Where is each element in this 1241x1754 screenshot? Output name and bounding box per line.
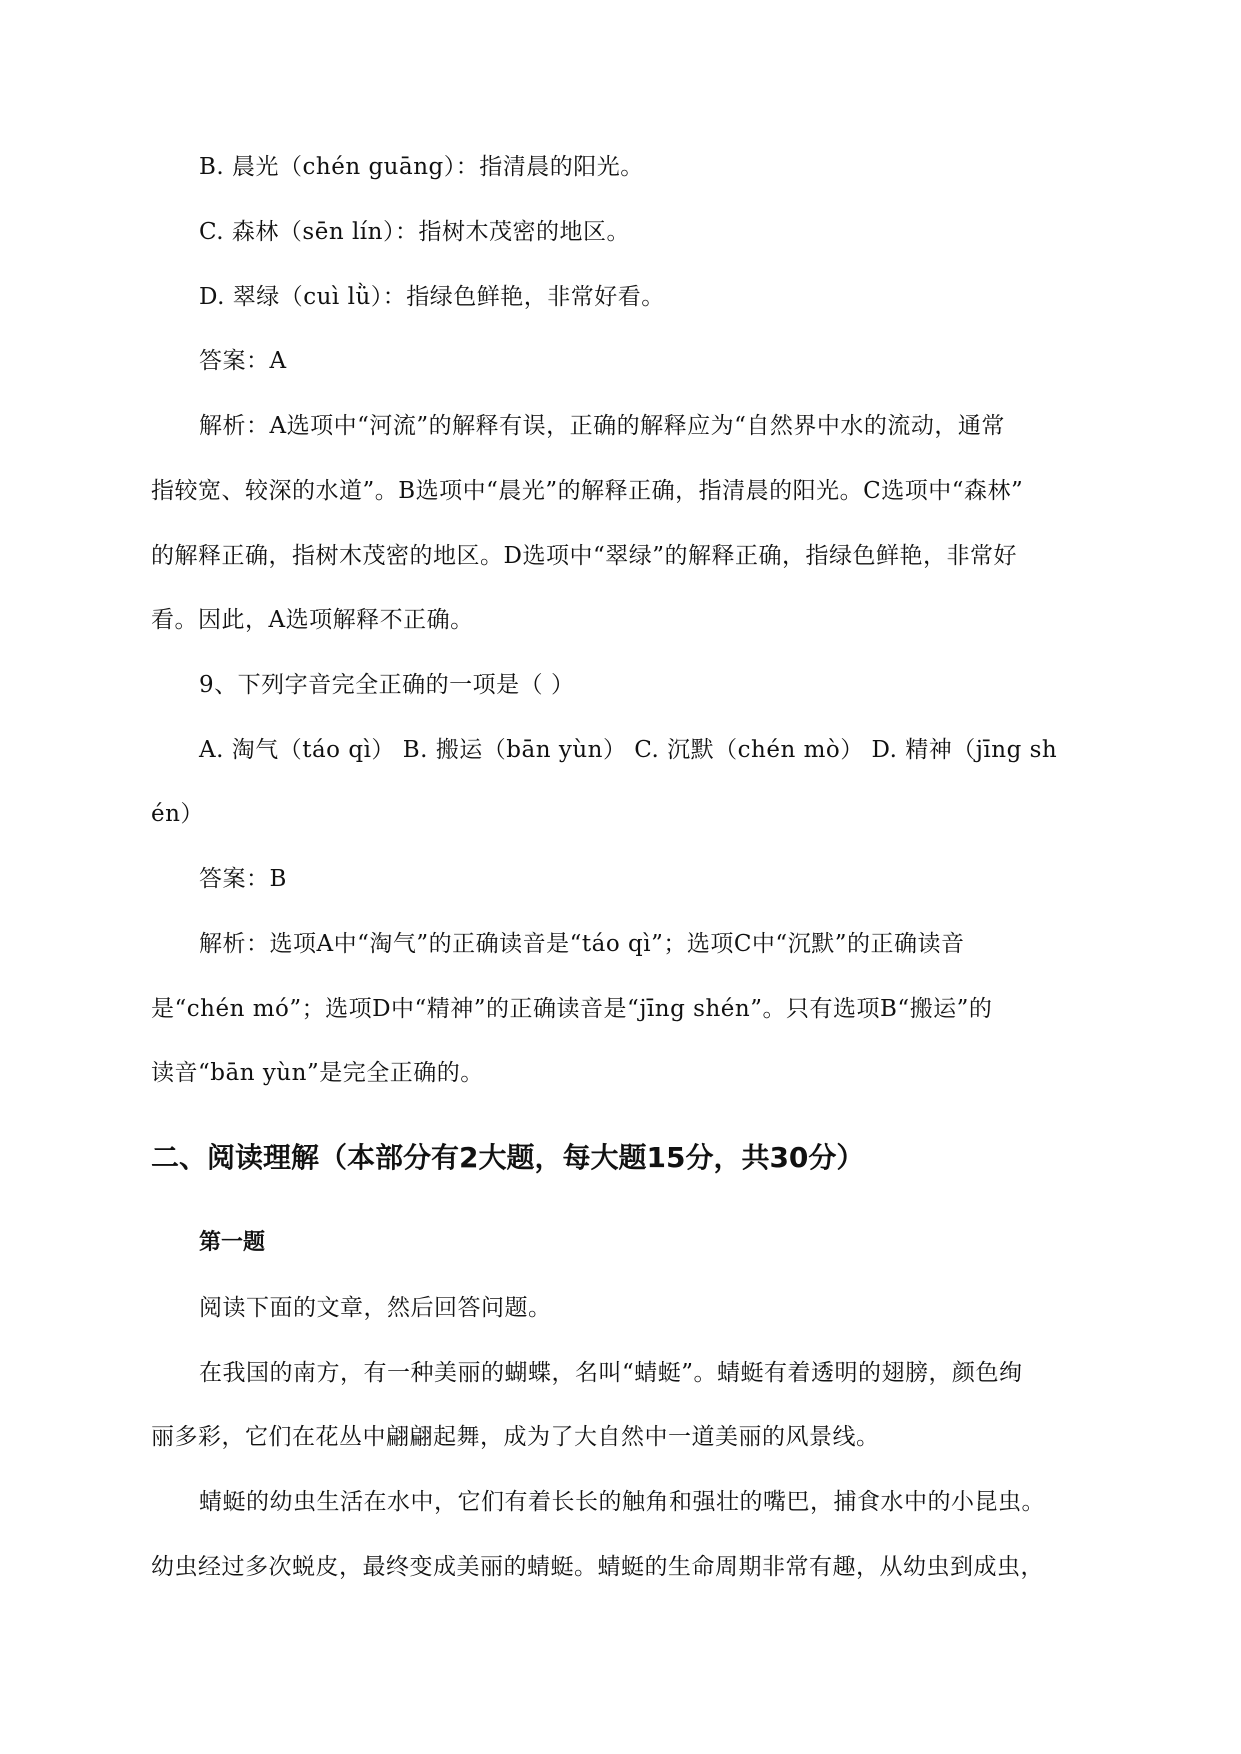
passage-line: 蜻蜓的幼虫生活在水中，它们有着长长的触角和强壮的嘴巴，捕食水中的小昆虫。 xyxy=(199,1489,1045,1515)
q9-analysis-line: 是“chén mó”；选项D中“精神”的正确读音是“jīng shén”。只有选项B“搬运”的 xyxy=(151,996,993,1022)
section-heading: 二、阅读理解（本部分有2大题，每大题15分，共30分） xyxy=(151,1141,865,1174)
q9-options-line: A. 淘气（táo qì） B. 搬运（bān yùn） C. 沉默（chén mò） D. 精神（jīng sh xyxy=(199,737,1058,763)
q9-options-line: én） xyxy=(151,801,204,827)
q8-answer: 答案：A xyxy=(199,348,287,374)
q8-analysis-line: 看。因此，A选项解释不正确。 xyxy=(151,607,474,633)
passage-line: 幼虫经过多次蜕皮，最终变成美丽的蜻蜓。蜻蜓的生命周期非常有趣，从幼虫到成虫， xyxy=(151,1554,1044,1580)
passage-line: 在我国的南方，有一种美丽的蝴蝶，名叫“蜻蜓”。蜻蜓有着透明的翅膀，颜色绚 xyxy=(199,1360,1023,1386)
q9-stem: 9、下列字音完全正确的一项是（ ） xyxy=(199,672,575,698)
question-title: 第一题 xyxy=(199,1230,266,1255)
reading-instruction: 阅读下面的文章，然后回答问题。 xyxy=(199,1295,552,1321)
q8-option-d: D. 翠绿（cuì lǜ）：指绿色鲜艳，非常好看。 xyxy=(199,284,665,310)
q8-option-b: B. 晨光（chén guāng）：指清晨的阳光。 xyxy=(199,154,644,180)
q8-analysis-line: 指较宽、较深的水道”。B选项中“晨光”的解释正确，指清晨的阳光。C选项中“森林” xyxy=(151,478,1024,504)
q8-option-c: C. 森林（sēn lín）：指树木茂密的地区。 xyxy=(199,219,630,245)
q9-answer: 答案：B xyxy=(199,866,287,892)
q8-analysis-line: 的解释正确，指树木茂密的地区。D选项中“翠绿”的解释正确，指绿色鲜艳，非常好 xyxy=(151,543,1017,569)
q9-analysis-line: 读音“bān yùn”是完全正确的。 xyxy=(151,1060,484,1086)
q8-analysis-line: 解析：A选项中“河流”的解释有误，正确的解释应为“自然界中水的流动，通常 xyxy=(199,413,1005,439)
passage-line: 丽多彩，它们在花丛中翩翩起舞，成为了大自然中一道美丽的风景线。 xyxy=(151,1424,880,1450)
q9-analysis-line: 解析：选项A中“淘气”的正确读音是“táo qì”；选项C中“沉默”的正确读音 xyxy=(199,931,965,957)
